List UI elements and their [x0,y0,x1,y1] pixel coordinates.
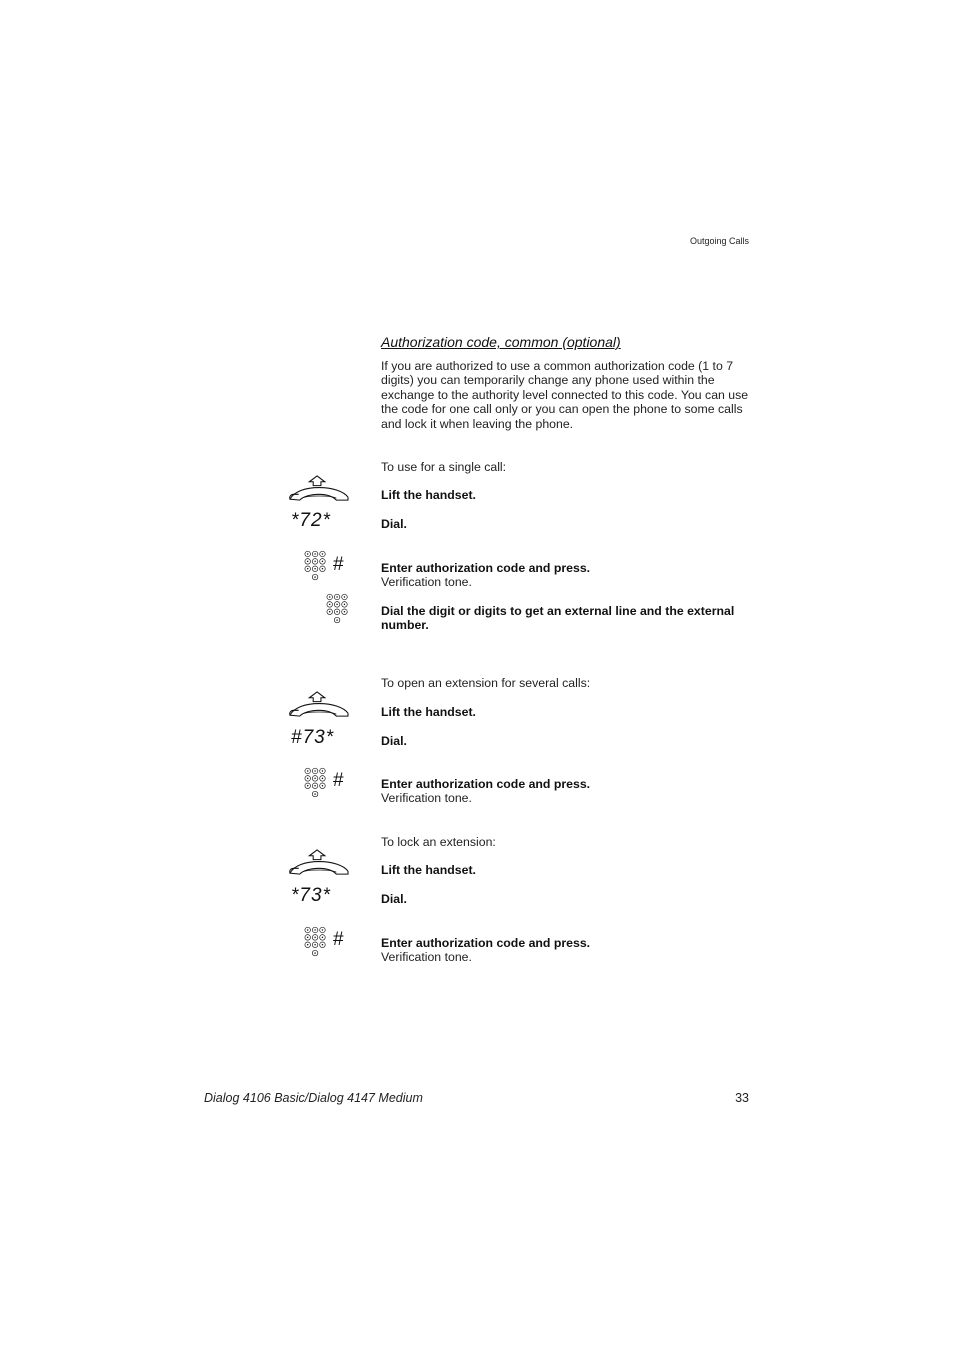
lock-extension-heading: To lock an extension: [381,835,496,849]
section-title: Authorization code, common (optional) [381,334,621,350]
lock-extension-step-enter-code-note: Verification tone. [381,950,472,965]
lock-extension-step-enter-code [381,936,751,965]
running-header: Outgoing Calls [689,236,749,246]
section-intro: If you are authorized to use a common authorization code (1 to 7 digits) you can temporarily change any phone used within the exchange to the authority level connected to this code. You can use the code for one call only or you can open the phone to some calls and lock it when leaving the phone. [381,359,749,431]
single-call-dial-code: *72* [291,510,331,531]
single-call-step-dial: Dial. [381,517,407,531]
open-extension-step-enter-code [381,777,751,806]
single-call-step-enter-code-note: Verification tone. [381,575,472,590]
single-call-heading: To use for a single call: [381,460,507,474]
hash-key-icon: # [333,554,345,575]
lock-extension-step-enter-code-label: Enter authorization code and press. [381,936,591,950]
keypad-icon [304,925,328,959]
lock-extension-dial-code: *73* [291,885,331,906]
keypad-icon [304,766,328,800]
open-extension-step-enter-code-note: Verification tone. [381,791,472,806]
keypad-icon [304,549,328,583]
handset-lift-icon [288,691,350,720]
handset-lift-icon [288,475,350,504]
single-call-step-enter-code-label: Enter authorization code and press. [381,561,591,575]
open-extension-step-enter-code-label: Enter authorization code and press. [381,777,591,791]
lock-extension-step-lift: Lift the handset. [381,863,476,877]
single-call-step-lift: Lift the handset. [381,488,476,502]
hash-key-icon: # [333,770,345,791]
hash-key-icon: # [333,929,345,950]
handset-lift-icon [288,849,350,878]
lock-extension-step-dial: Dial. [381,892,407,906]
single-call-step-external: Dial the digit or digits to get an external line and the external number. [381,604,735,633]
single-call-step-enter-code [381,561,751,590]
open-extension-step-lift: Lift the handset. [381,705,476,719]
footer-manual-title: Dialog 4106 Basic/Dialog 4147 Medium [204,1091,423,1105]
open-extension-step-dial: Dial. [381,734,407,748]
keypad-icon [326,592,350,626]
open-extension-dial-code: #73* [291,727,335,748]
page-number: 33 [735,1091,749,1105]
open-extension-heading: To open an extension for several calls: [381,676,591,690]
